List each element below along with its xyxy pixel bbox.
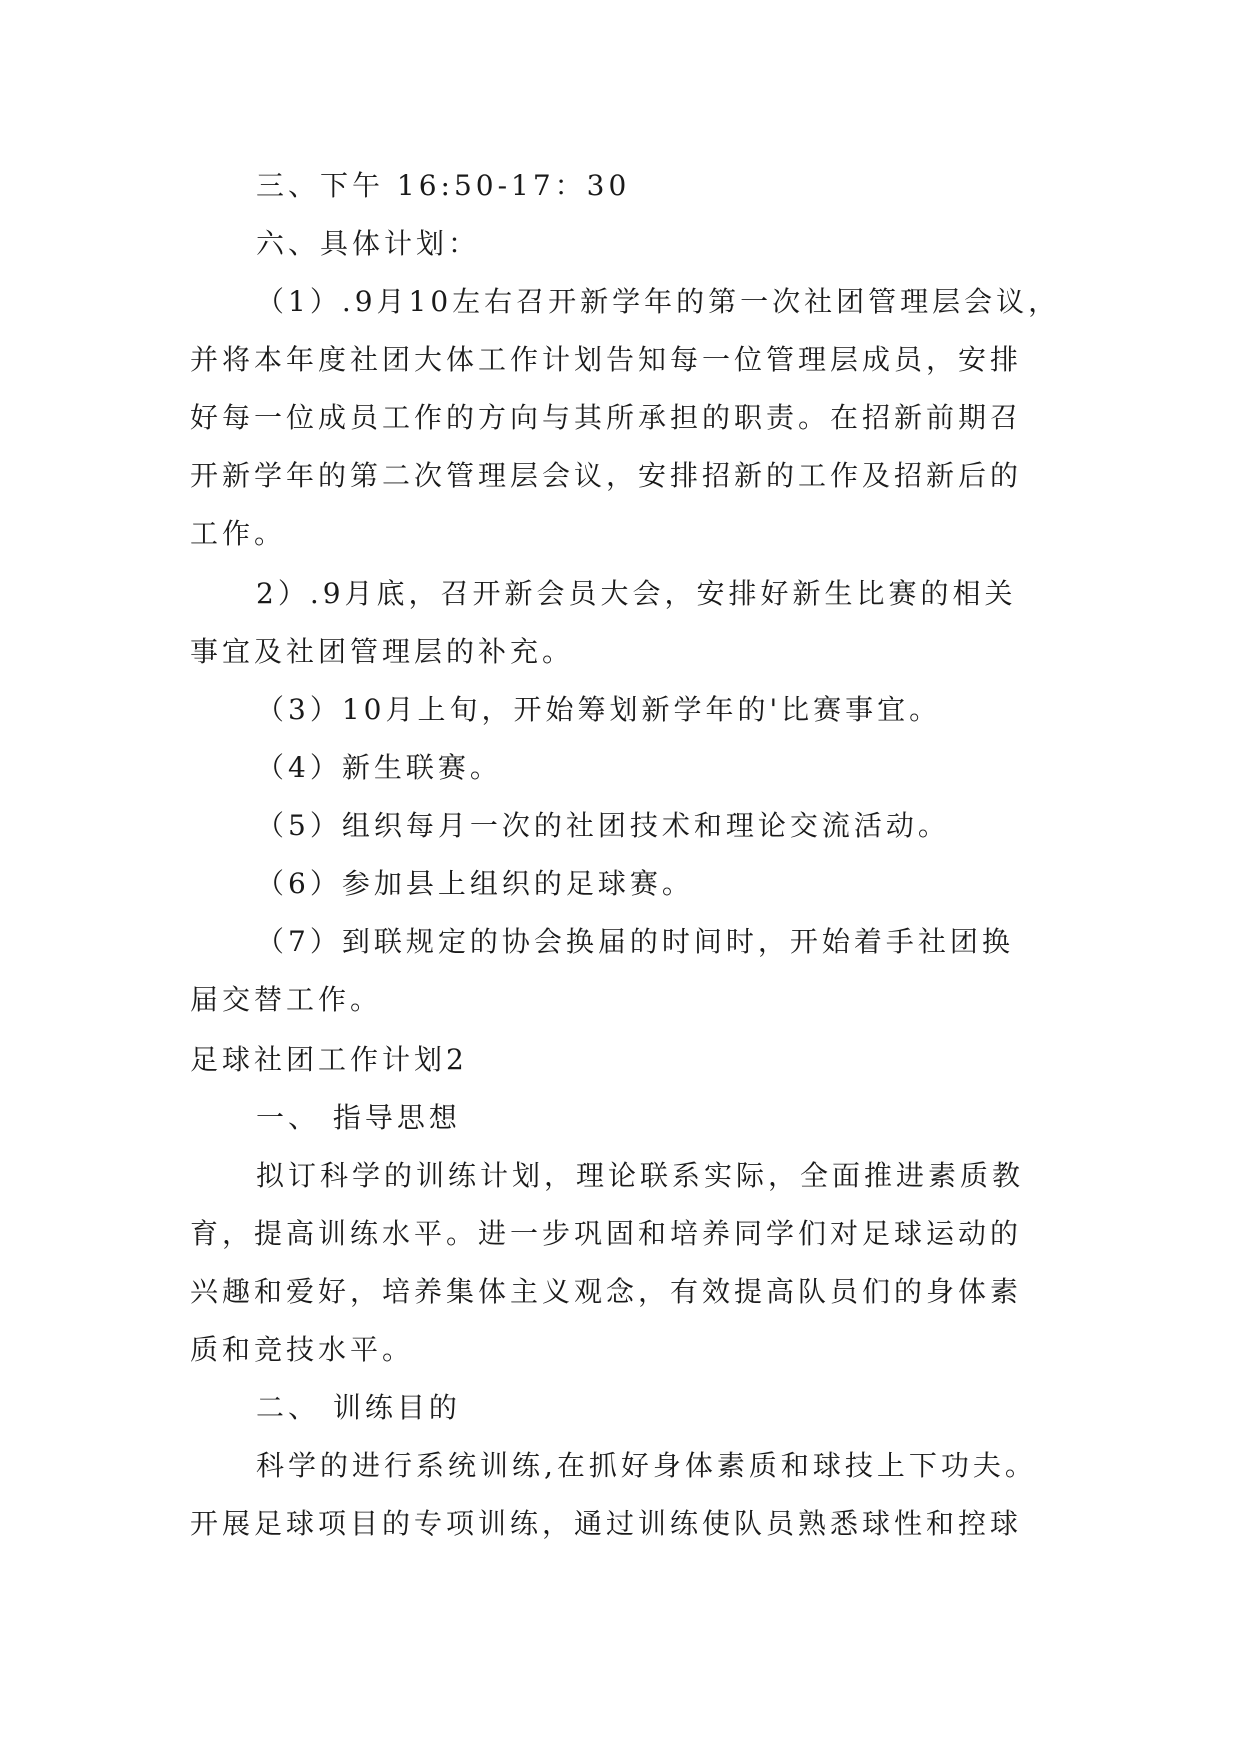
section-heading-training-purpose: 二、 训练目的	[256, 1391, 461, 1424]
section-heading-plan: 六、具体计划：	[256, 227, 481, 260]
paragraph-line: （1）.9月10左右召开新学年的第一次社团管理层会议，	[256, 285, 1061, 318]
paragraph-line: 兴趣和爱好，培养集体主义观念，有效提高队员们的身体素	[190, 1275, 1023, 1308]
section-time: 三、下午 16:50-17：30	[256, 169, 631, 202]
paragraph-line: 开新学年的第二次管理层会议，安排招新的工作及招新后的	[190, 459, 1023, 492]
list-item: （5）组织每月一次的社团技术和理论交流活动。	[256, 809, 950, 842]
paragraph-line: 育，提高训练水平。进一步巩固和培养同学们对足球运动的	[190, 1217, 1023, 1250]
paragraph-line: 并将本年度社团大体工作计划告知每一位管理层成员，安排	[190, 343, 1023, 376]
paragraph-line: 事宜及社团管理层的补充。	[190, 635, 575, 668]
list-item: （6）参加县上组织的足球赛。	[256, 867, 694, 900]
paragraph-line: 2）.9月底，召开新会员大会，安排好新生比赛的相关	[256, 577, 1017, 610]
paragraph-line: 质和竞技水平。	[190, 1333, 415, 1366]
list-item: （3）10月上旬，开始筹划新学年的'比赛事宜。	[256, 693, 942, 726]
paragraph-line: 工作。	[190, 517, 287, 550]
paragraph-line: 届交替工作。	[190, 983, 383, 1016]
list-item: （7）到联规定的协会换届的时间时，开始着手社团换	[256, 925, 1014, 958]
paragraph-line: 开展足球项目的专项训练，通过训练使队员熟悉球性和控球	[190, 1507, 1023, 1540]
section-heading-guiding-thought: 一、 指导思想	[256, 1101, 461, 1134]
paragraph-line: 拟订科学的训练计划，理论联系实际，全面推进素质教	[256, 1159, 1025, 1192]
list-item: （4）新生联赛。	[256, 751, 502, 784]
paragraph-line: 科学的进行系统训练,在抓好身体素质和球技上下功夫。	[256, 1449, 1037, 1482]
paragraph-line: 好每一位成员工作的方向与其所承担的职责。在招新前期召	[190, 401, 1023, 434]
document-title: 足球社团工作计划2	[190, 1043, 468, 1076]
